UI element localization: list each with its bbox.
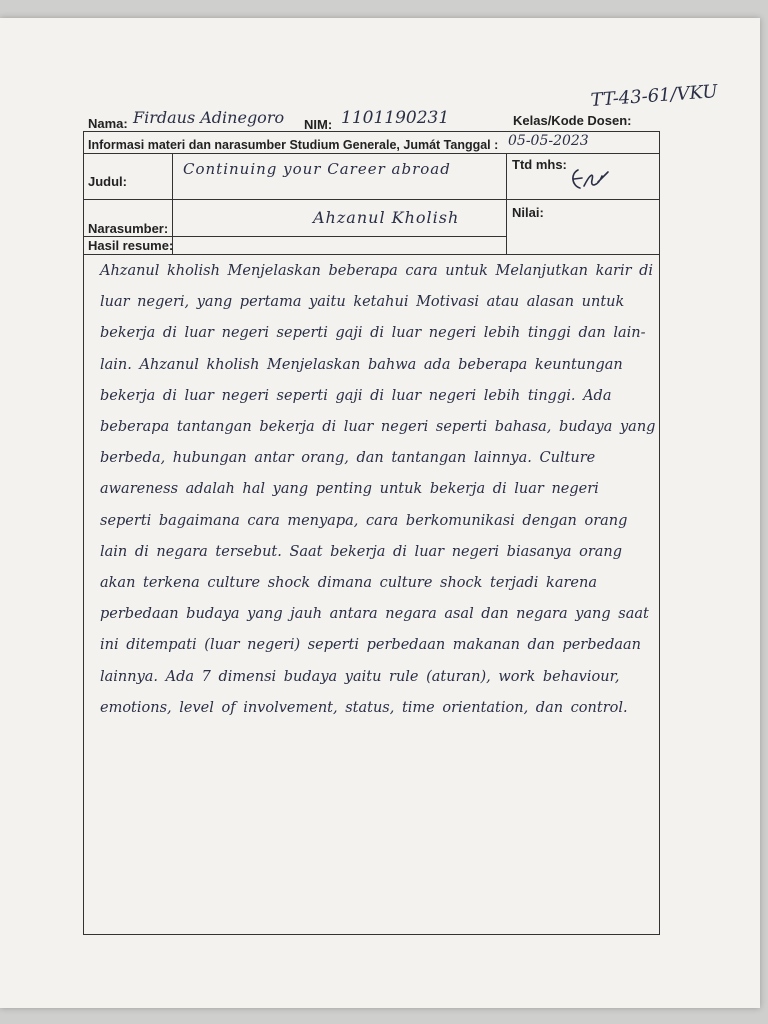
nama-label: Nama: [88, 116, 128, 131]
narasumber-value: Ahzanul Kholish [313, 208, 460, 227]
divider [83, 199, 660, 200]
ttd-label: Ttd mhs: [512, 157, 567, 172]
nilai-label: Nilai: [512, 205, 544, 220]
nama-value: Firdaus Adinegoro [133, 108, 285, 127]
divider [83, 236, 506, 237]
hasil-resume-label: Hasil resume: [88, 238, 174, 253]
resume-text-block [100, 256, 656, 724]
narasumber-label: Narasumber: [88, 221, 169, 236]
divider [506, 153, 507, 254]
info-label: Informasi materi dan narasumber Studium Generale, Jumát Tanggal : [88, 138, 499, 152]
judul-label: Judul: [88, 174, 127, 189]
resume-text: Ahzanul kholish Menjelaskan beberapa cara untuk Melanjutkan karir di luar negeri, yang pertama yaitu ketahui Motivasi atau alasan untuk bekerja di luar negeri seperti gaji di luar negeri lebih tinggi dan lain-lain. Ahzanul kholish Menjelaskan bahwa ada beberapa keuntungan bekerja di luar negeri seperti gaji di luar negeri lebih tinggi. Ada beberapa tantangan bekerja di luar negeri seperti bahasa, budaya yang berbeda, hubungan antar orang, dan tantangan lainnya. Culture awareness adalah hal yang penting untuk bekerja di luar negeri seperti bagaimana cara menyapa, cara berkomunikasi dengan orang lain di negara tersebut. Saat bekerja di luar negeri biasanya orang akan terkena culture shock dimana culture shock terjadi karena perbedaan budaya yang jauh antara negara asal dan negara yang saat ini ditempati (luar negeri) seperti perbedaan makanan dan perbedaan lainnya. Ada 7 dimensi budaya yaitu rule (aturan), work behaviour, emotions, level of involvement, status, time orientation, dan control. [100, 263, 656, 716]
divider [83, 254, 660, 255]
nim-value: 1101190231 [341, 108, 450, 128]
signature [568, 166, 612, 192]
kelas-label: Kelas/Kode Dosen: [513, 113, 632, 128]
nim-label: NIM: [304, 117, 333, 132]
divider [83, 153, 660, 154]
tanggal-value: 05-05-2023 [508, 133, 589, 149]
judul-value: Continuing your Career abroad [183, 160, 451, 178]
kelas-value: TT-43-61/VKU [590, 81, 719, 111]
